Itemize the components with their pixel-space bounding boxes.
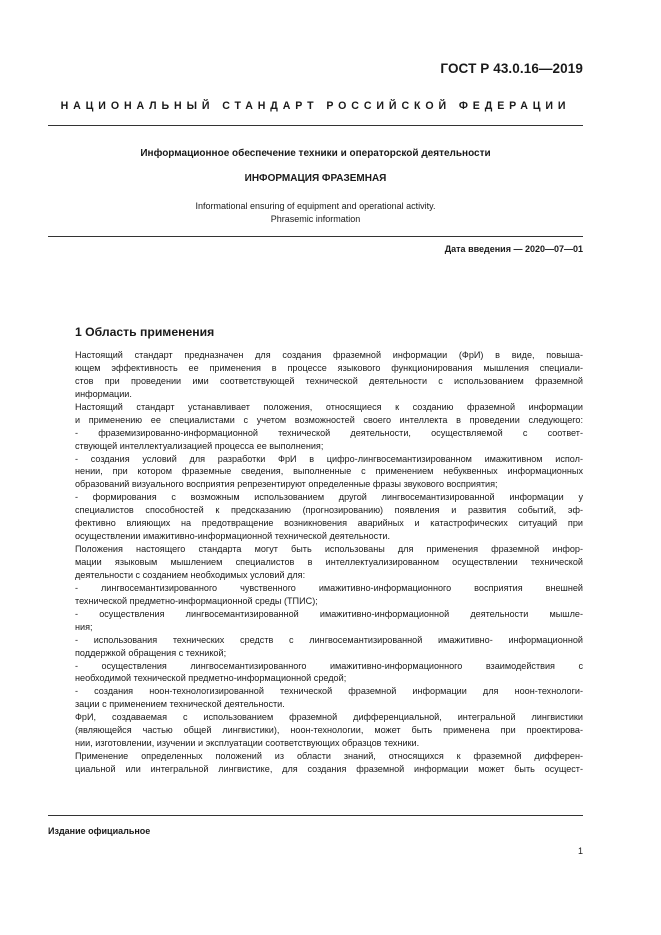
section-body (75, 349, 583, 776)
body-line: Положения настоящего стандарта могут быть использованы для применения фраземной инфор- (75, 544, 583, 555)
body-line: Настоящий стандарт предназначен для создания фраземной информации (ФрИ) в виде, повыша- (75, 350, 583, 360)
english-title (48, 200, 583, 225)
body-line: нении, при котором фраземные сведения, выполненные с применением небуквенных информационных (75, 466, 583, 477)
gost-number: ГОСТ Р 43.0.16—2019 (440, 61, 583, 76)
divider-bottom (48, 815, 583, 816)
body-line: - фраземизированно-информационной технической деятельности, осуществляемой с соответ- (75, 427, 583, 438)
body-line: Настоящий стандарт устанавливает положения, относящиеся к созданию фраземной информации (75, 401, 583, 412)
body-line: (являющейся частью общей лингвистики), ноон-технологии, может быть применена при проектирова- (75, 725, 583, 736)
body-line: мации языковым мышлением специалистов в интеллектуализированном осуществлении технической (75, 557, 583, 567)
body-line: Применение определенных положений из области знаний, относящихся к фраземной дифферен- (75, 751, 583, 762)
body-line: стов при проведении ими соответствующей технической деятельности с использованием фраземной (75, 375, 583, 386)
divider-top (48, 125, 583, 126)
body-line: - осуществления лингвосемантизированной имажитивно-информационной деятельности мышле- (75, 608, 583, 619)
subject-title: Информационное обеспечение техники и операторской деятельности (140, 148, 491, 159)
body-line: осуществлении имажитивно-информационной технической деятельности. (75, 531, 390, 542)
page-number: 1 (577, 846, 583, 856)
body-line: циальной или интегральной лингвистике, для создания фраземной информации может быть осущест- (75, 764, 583, 774)
body-line: ствующей интеллектуализацией процесса ее выполнения; (75, 440, 324, 451)
body-line: поддержкой обращения с техникой; (75, 647, 227, 658)
document-title: ИНФОРМАЦИЯ ФРАЗЕМНАЯ (244, 173, 387, 184)
body-line: технической предметно-информационной среды (ТПИС); (75, 595, 318, 606)
body-line: - осуществления лингвосемантизированного имажитивно-информационного взаимодействия с (75, 660, 583, 671)
body-line: нии, изготовлении, изучении и эксплуатации соответствующих образцов техники. (75, 738, 420, 749)
body-line: - использования технических средств с лингвосемантизированной имажитивно- информационной (75, 634, 583, 645)
body-line: деятельности с созданием необходимых условий для: (75, 569, 306, 580)
english-title-line-1: Informational ensuring of equipment and operational activity. (195, 201, 436, 211)
body-line: ния; (75, 621, 93, 632)
body-line: - лингвосемантизированного чувственного имажитивно-информационного восприятия внешней (75, 582, 583, 593)
date-introduced: Дата введения — 2020—07—01 (444, 244, 583, 254)
body-line: - создания ноон-технологизированной технической фраземной информации для ноон-технологи- (75, 686, 583, 697)
edition-label: Издание официальное (48, 826, 151, 836)
english-title-line-2: Phrasemic information (270, 213, 361, 224)
body-line: зации с применением технической деятельности. (75, 699, 285, 710)
divider-middle (48, 236, 583, 237)
body-line: необходимой технической предметно-информационной средой; (75, 673, 347, 684)
body-line: образований визуального восприятия репрезентируют определенные фразы звукового восприятия; (75, 479, 498, 490)
body-line: - создания условий для разработки ФрИ в цифро-лингвосемантизированном имажитивном испол- (75, 453, 583, 464)
body-line: ФрИ, создаваемая с использованием фраземной дифференциальной, интегральной лингвистики (75, 712, 583, 723)
body-line: ющем эффективность ее применения в процессе языкового функционирования мышления специали- (75, 362, 583, 373)
section-heading: 1 Область применения (75, 325, 215, 339)
body-line: фективно влияющих на предотвращение возникновения аварийных и катастрофических ситуаций при (75, 518, 583, 529)
body-line: и применению ее специалистами с учетом возможностей своего интеллекта в проведении следующего: (75, 414, 583, 425)
national-standard-banner: НАЦИОНАЛЬНЫЙ СТАНДАРТ РОССИЙСКОЙ ФЕДЕРАЦИИ (60, 100, 571, 112)
body-line: специалистов способностей к предсказанию (прогнозированию) появления и развития событий, эф- (75, 505, 583, 516)
body-line: - формирования с возможным использованием другой лингвосемантизированной информации у (75, 492, 583, 503)
body-line: информации. (75, 388, 132, 399)
